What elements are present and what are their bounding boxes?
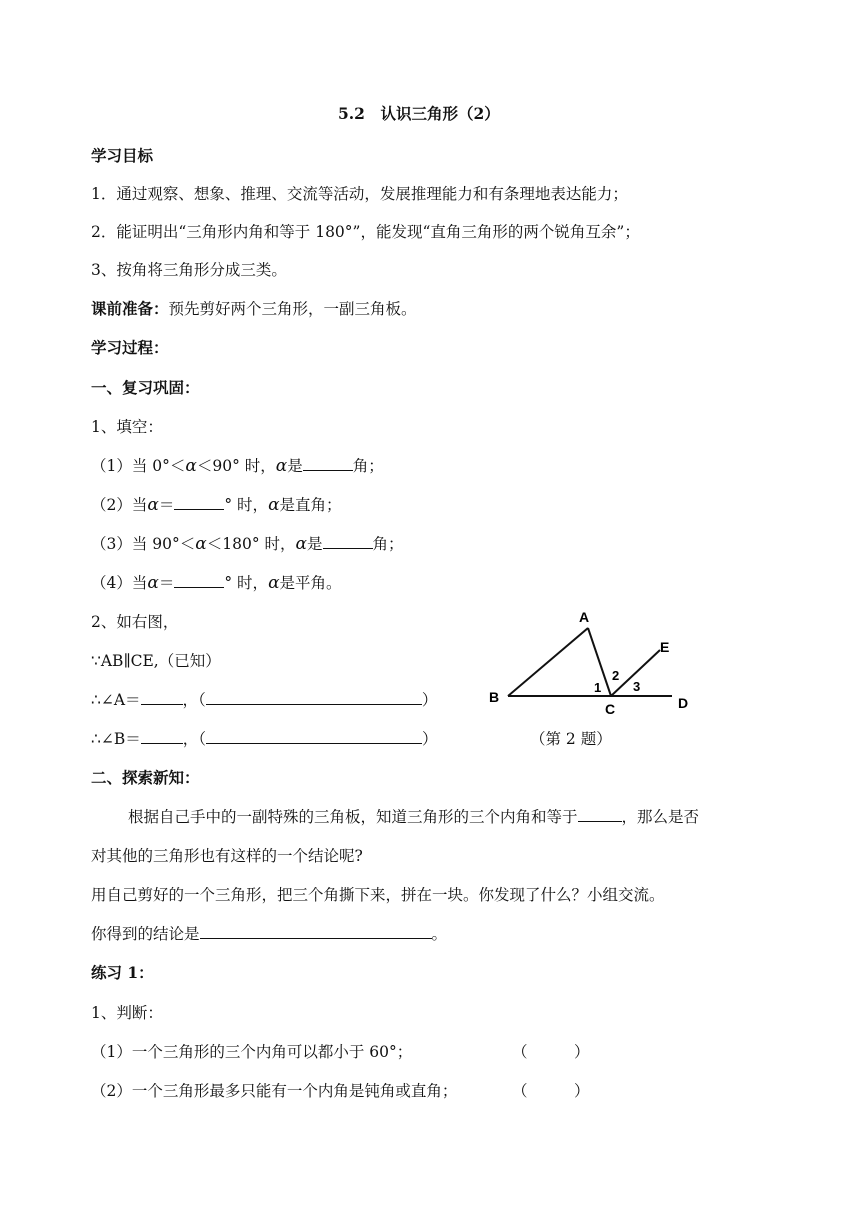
practice-item-2: （2）一个三角形最多只能有一个内角是钝角或直角； bbox=[91, 1082, 458, 1100]
judge-paren-2[interactable]: （ ） bbox=[512, 1082, 590, 1100]
fill-text: 是直角； bbox=[279, 496, 342, 514]
para-text: 。 bbox=[431, 925, 448, 943]
fill-text: 是 bbox=[307, 535, 323, 553]
q2-line-1 bbox=[91, 689, 437, 711]
section1-heading: 一、复习巩固： bbox=[91, 378, 200, 397]
section2-heading: 二、探索新知： bbox=[91, 768, 200, 787]
section2-para-1 bbox=[128, 806, 699, 828]
answer-blank[interactable] bbox=[174, 494, 224, 510]
fill-text: 角； bbox=[372, 535, 404, 553]
objective-3: 3、按角将三角形分成三类。 bbox=[91, 261, 287, 279]
alpha-symbol: α bbox=[147, 573, 159, 593]
practice-q1-label: 1、判断： bbox=[91, 1004, 163, 1022]
fill-line-1 bbox=[91, 455, 384, 477]
practice-item-1: （1）一个三角形的三个内角可以都小于 60°； bbox=[91, 1043, 413, 1061]
fill-text: ° 时， bbox=[224, 496, 269, 514]
page-title: 5.2 认识三角形（2） bbox=[338, 104, 500, 123]
alpha-symbol: α bbox=[295, 534, 307, 554]
label-d: D bbox=[678, 695, 689, 711]
answer-blank[interactable] bbox=[578, 806, 622, 822]
fill-text: （4）当 bbox=[91, 574, 148, 592]
label-b: B bbox=[489, 689, 500, 705]
process-heading: 学习过程： bbox=[91, 338, 169, 357]
q2-text: ） bbox=[421, 691, 438, 709]
section2-para-1-cont: 对其他的三角形也有这样的一个结论呢? bbox=[91, 847, 363, 865]
para-text: 你得到的结论是 bbox=[91, 925, 200, 943]
fill-text: 角； bbox=[352, 457, 384, 475]
practice-heading: 练习 1： bbox=[91, 963, 154, 982]
fill-text: ＝ bbox=[158, 574, 175, 592]
label-c: C bbox=[605, 701, 616, 717]
alpha-symbol: α bbox=[147, 495, 159, 515]
section2-para-2: 用自己剪好的一个三角形，把三个角撕下来，拼在一块。你发现了什么？小组交流。 bbox=[91, 886, 665, 904]
para-text: ，那么是否 bbox=[621, 808, 700, 826]
alpha-symbol: α bbox=[268, 495, 280, 515]
prep-line bbox=[91, 298, 417, 320]
fill-text: ＝ bbox=[158, 496, 175, 514]
fill-text: 是平角。 bbox=[279, 574, 342, 592]
angle-label-2: 2 bbox=[612, 668, 620, 683]
reason-blank[interactable] bbox=[206, 689, 422, 705]
reason-blank[interactable] bbox=[206, 728, 422, 744]
prep-text: 预先剪好两个三角形，一副三角板。 bbox=[168, 300, 417, 318]
q2-text: ，（ bbox=[182, 730, 207, 748]
q2-text: ∴∠A＝ bbox=[91, 691, 141, 709]
alpha-symbol: α bbox=[185, 456, 197, 476]
side-ab bbox=[508, 628, 588, 696]
q2-given: ∵AB∥CE,（已知） bbox=[91, 652, 221, 670]
fill-text: ° 时， bbox=[224, 574, 269, 592]
answer-blank[interactable] bbox=[141, 689, 183, 705]
fill-line-3 bbox=[91, 533, 404, 555]
fill-line-4 bbox=[91, 572, 342, 594]
para-text: 根据自己手中的一副特殊的三角板，知道三角形的三个内角和等于 bbox=[128, 808, 578, 826]
fill-text: （1）当 0°＜ bbox=[91, 457, 186, 475]
fill-text: （3）当 90°＜ bbox=[91, 535, 196, 553]
judge-paren-1[interactable]: （ ） bbox=[512, 1043, 590, 1061]
alpha-symbol: α bbox=[195, 534, 207, 554]
q2-text: ，（ bbox=[182, 691, 206, 709]
angle-label-3: 3 bbox=[633, 679, 641, 694]
label-a: A bbox=[579, 609, 590, 625]
prep-label: 课前准备： bbox=[91, 299, 169, 318]
objectives-heading: 学习目标 bbox=[91, 146, 154, 165]
alpha-symbol: α bbox=[275, 456, 288, 476]
fill-text: （2）当 bbox=[91, 496, 148, 514]
label-e: E bbox=[660, 639, 670, 655]
alpha-symbol: α bbox=[268, 573, 280, 593]
conclusion-blank[interactable] bbox=[200, 923, 432, 939]
answer-blank[interactable] bbox=[323, 533, 373, 549]
section2-para-3 bbox=[91, 923, 447, 945]
q2-text: ） bbox=[422, 730, 438, 748]
objective-2: 2．能证明出“三角形内角和等于 180°”，能发现“直角三角形的两个锐角互余”； bbox=[91, 223, 640, 241]
q1-label: 1、填空： bbox=[91, 418, 163, 436]
fill-line-2 bbox=[91, 494, 342, 516]
answer-blank[interactable] bbox=[141, 728, 183, 744]
triangle-figure bbox=[480, 600, 710, 720]
q2-label: 2、如右图， bbox=[91, 613, 179, 631]
angle-label-1: 1 bbox=[594, 680, 602, 695]
fill-text: ＜180° 时， bbox=[206, 535, 296, 553]
answer-blank[interactable] bbox=[174, 572, 224, 588]
fill-text: ＜90° 时， bbox=[196, 457, 276, 475]
q2-line-2 bbox=[91, 728, 438, 750]
fill-text: 是 bbox=[287, 457, 303, 475]
answer-blank[interactable] bbox=[303, 455, 353, 471]
q2-text: ∴∠B＝ bbox=[91, 730, 141, 748]
objective-1: 1．通过观察、想象、推理、交流等活动，发展推理能力和有条理地表达能力； bbox=[91, 185, 628, 203]
figure-caption: （第 2 题） bbox=[530, 730, 612, 748]
